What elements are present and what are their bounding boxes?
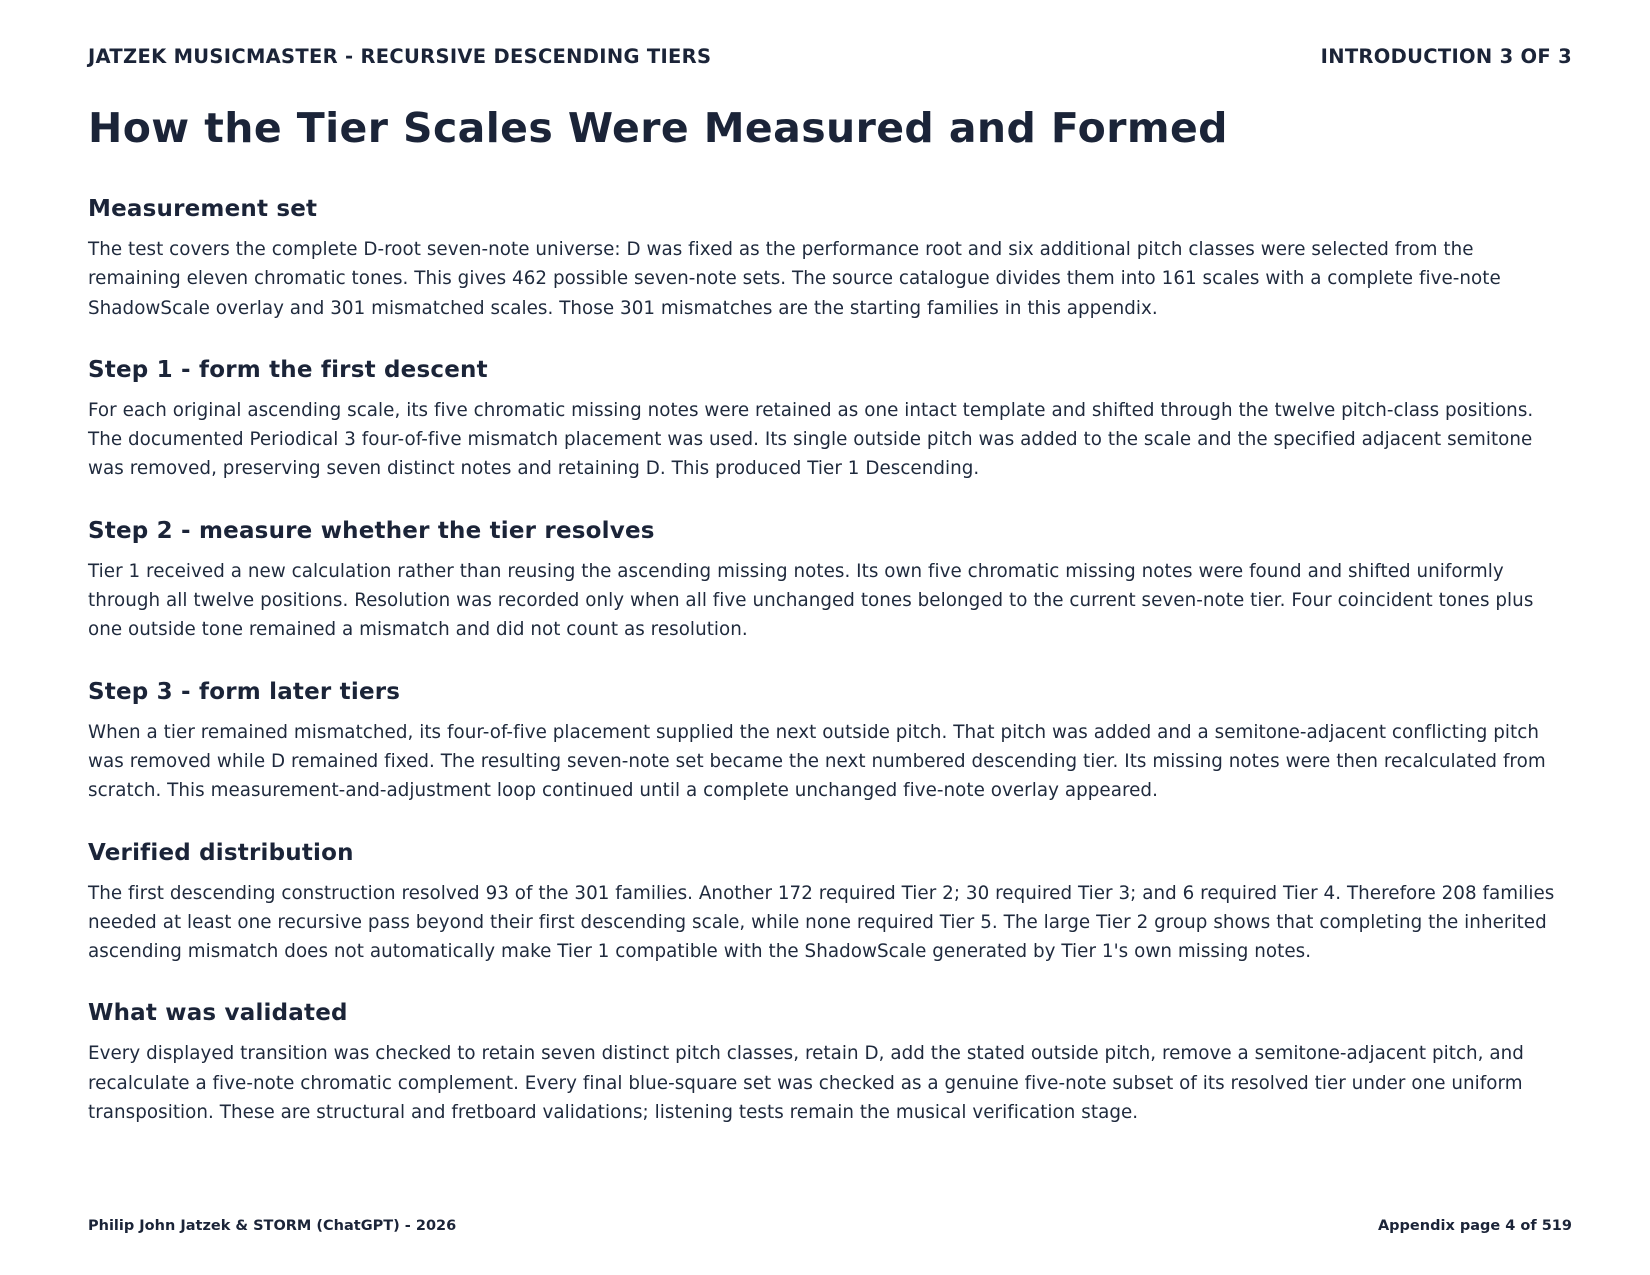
- section-heading: What was validated: [88, 1000, 348, 1027]
- section-heading: Step 3 - form later tiers: [88, 678, 401, 705]
- running-footer: [88, 1218, 1572, 1234]
- section-heading: Step 1 - form the first descent: [88, 356, 488, 383]
- section-body: Every displayed transition was checked to retain seven distinct pitch classes, retain D, add the stated outside pitch, remove a semitone-adjacent pitch, and recalculate a five-note chromatic complement. Every final blue-square set was checked as a genuine five-note subset of its resolved tier under one uniform transposition. These are structural and fretboard validations; listening tests remain the musical verification stage.: [88, 1043, 1524, 1124]
- header-section-indicator: INTRODUCTION 3 OF 3: [1320, 45, 1572, 68]
- section-what-was-validated: [88, 997, 1572, 1127]
- section-body: Tier 1 received a new calculation rather than reusing the ascending missing notes. Its own five chromatic missing notes were found and shifted uniformly through all twelve positions. Resolution was recorded only when all five unchanged tones belonged to the current seven-note tier. Four coincident tones plus one outside tone remained a mismatch and did not count as resolution.: [88, 560, 1534, 641]
- section-body: When a tier remained mismatched, its four-of-five placement supplied the next outside pitch. That pitch was added and a semitone-adjacent conflicting pitch was removed while D remained fixed. The resulting seven-note set became the next numbered descending tier. Its missing notes were then recalculated from scratch. This measurement-and-adjustment loop continued until a complete unchanged five-note overlay appeared.: [88, 721, 1546, 802]
- section-verified-distribution: [88, 837, 1572, 967]
- section-step-3: [88, 676, 1572, 806]
- section-step-1: [88, 354, 1572, 484]
- section-body: For each original ascending scale, its five chromatic missing notes were retained as one intact template and shifted through the twelve pitch-class positions. The documented Periodical 3 four-of-five mismatch placement was used. Its single outside pitch was added to the scale and the specified adjacent semitone was removed, preserving seven distinct notes and retaining D. This produced Tier 1 Descending.: [88, 399, 1534, 480]
- header-document-title: JATZEK MUSICMASTER - RECURSIVE DESCENDING TIERS: [88, 45, 712, 68]
- running-header: [88, 45, 1572, 68]
- section-body: The first descending construction resolved 93 of the 301 families. Another 172 required Tier 2; 30 required Tier 3; and 6 required Tier 4. Therefore 208 families needed at least one recursive pass beyond their first descending scale, while none required Tier 5. The large Tier 2 group shows that completing the inherited ascending mismatch does not automatically make Tier 1 compatible with the ShadowScale generated by Tier 1's own missing notes.: [88, 882, 1555, 963]
- section-measurement-set: [88, 193, 1572, 323]
- footer-authors: Philip John Jatzek & STORM (ChatGPT) - 2026: [88, 1218, 457, 1234]
- footer-page-number: Appendix page 4 of 519: [1377, 1218, 1572, 1234]
- section-step-2: [88, 515, 1572, 645]
- section-body: The test covers the complete D-root seven-note universe: D was fixed as the performance root and six additional pitch classes were selected from the remaining eleven chromatic tones. This gives 462 possible seven-note sets. The source catalogue divides them into 161 scales with a complete five-note ShadowScale overlay and 301 mismatched scales. Those 301 mismatches are the starting families in this appendix.: [88, 239, 1501, 319]
- page-title: How the Tier Scales Were Measured and Formed: [88, 104, 1228, 152]
- page-content: [88, 193, 1572, 1158]
- section-heading: Verified distribution: [88, 839, 354, 866]
- section-heading: Measurement set: [88, 196, 318, 222]
- document-page: [88, 0, 1572, 1275]
- section-heading: Step 2 - measure whether the tier resolves: [88, 517, 655, 544]
